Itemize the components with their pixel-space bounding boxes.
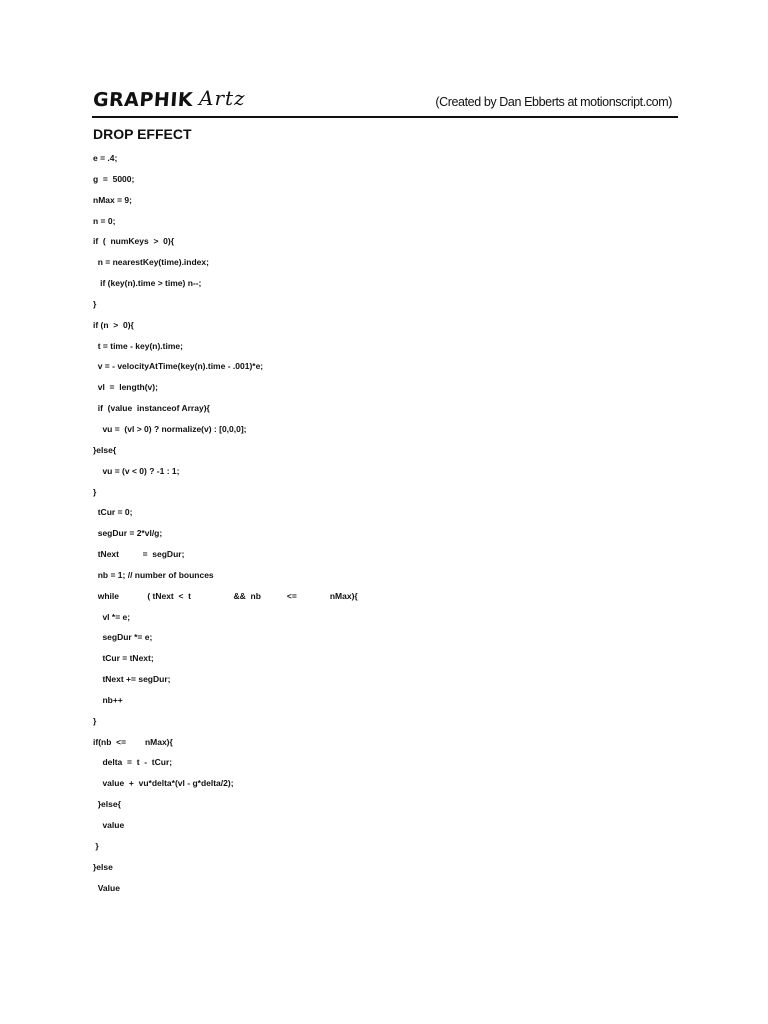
code-line: tCur = 0; xyxy=(93,507,133,518)
code-line: } xyxy=(93,486,97,497)
code-block xyxy=(93,151,693,901)
code-line: } xyxy=(93,715,97,726)
code-line: tNext += segDur; xyxy=(93,674,171,685)
code-line: n = nearestKey(time).index; xyxy=(93,257,209,268)
page-header xyxy=(92,86,678,118)
code-line: }else{ xyxy=(93,444,117,455)
code-line: while ( tNext < t && nb <= nMax){ xyxy=(93,590,358,601)
code-line: nMax = 9; xyxy=(93,194,132,205)
code-line: value + vu*delta*(vl - g*delta/2); xyxy=(93,778,234,789)
code-line: vl = length(v); xyxy=(93,382,158,393)
code-line: }else xyxy=(93,861,113,872)
code-line: tNext = segDur; xyxy=(93,549,185,560)
logo-wordmark: GRAPHIK xyxy=(92,89,194,111)
code-line: delta = t - tCur; xyxy=(93,757,173,768)
code-line: if (n > 0){ xyxy=(93,319,134,330)
code-line: vl *= e; xyxy=(93,611,131,622)
code-line: vu = (v < 0) ? -1 : 1; xyxy=(93,465,180,476)
code-line: tCur = tNext; xyxy=(93,653,154,664)
code-line: if (key(n).time > time) n--; xyxy=(93,278,202,289)
code-line: nb = 1; // number of bounces xyxy=(93,569,214,580)
code-line: }else{ xyxy=(93,799,121,810)
code-line: Value xyxy=(93,882,120,893)
code-line: e = .4; xyxy=(93,153,118,163)
code-line: n = 0; xyxy=(93,215,116,226)
code-line: nb++ xyxy=(93,694,123,705)
code-line: value xyxy=(93,820,125,830)
logo-script: Artz xyxy=(199,86,246,110)
code-line: } xyxy=(93,840,99,851)
code-line: t = time - key(n).time; xyxy=(93,340,183,351)
code-line: } xyxy=(93,298,97,309)
code-line: segDur = 2*vl/g; xyxy=(93,528,163,539)
code-line: v = - velocityAtTime(key(n).time - .001)*e; xyxy=(93,361,264,372)
code-line: segDur *= e; xyxy=(93,632,153,643)
code-line: if(nb <= nMax){ xyxy=(93,736,173,747)
code-line: if ( numKeys > 0){ xyxy=(93,236,175,247)
document-title: DROP EFFECT xyxy=(93,126,192,142)
code-line: vu = (vl > 0) ? normalize(v) : [0,0,0]; xyxy=(93,423,247,434)
code-line: g = 5000; xyxy=(93,173,135,184)
code-line: if (value instanceof Array){ xyxy=(93,403,210,414)
credit-text: (Created by Dan Ebberts at motionscript.com) xyxy=(435,95,672,109)
